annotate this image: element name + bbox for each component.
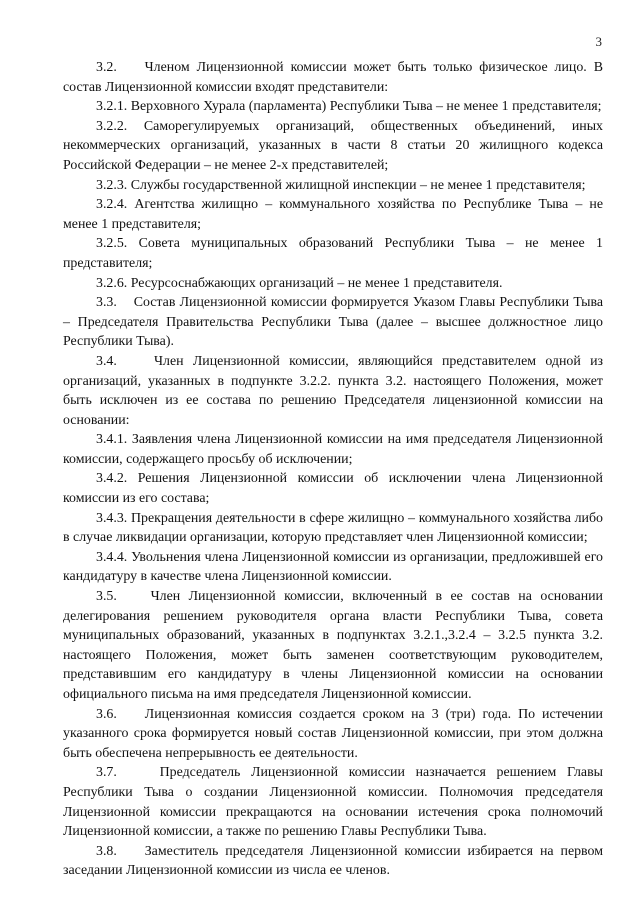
paragraph-3-2: 3.2. Членом Лицензионной комиссии может быть только физическое лицо. В состав Лицензионной комиссии входят представители: [63,60,603,95]
paragraph-3-5: 3.5. Член Лицензионной комиссии, включенный в ее состав на основании делегирования решением руководителя органа власти Республики Тыва, совета муниципальных образований, указанных в подпунктах 3.2.1.,3.2.4 – 3.2.5 пункта 3.2. настоящего Положения, может быть заменен соответствующим руководителем, представившим его кандидатуру в члены Лицензионной комиссии на основании официального письма на имя председателя Лицензионной комиссии. [63,589,603,702]
paragraph-3-2-2: 3.2.2. Саморегулируемых организаций, общественных объединений, иных некоммерческих организаций, указанных в части 8 статьи 20 жилищного кодекса Российской Федерации – не менее 2-х представителей; [63,118,603,173]
page-number: 3 [595,34,602,49]
paragraph-3-6: 3.6. Лицензионная комиссия создается сроком на 3 (три) года. По истечении указанного срока формируется новый состав Лицензионной комиссии, при этом должна быть обеспечена непрерывность ее деятельности. [63,706,603,761]
paragraph-3-2-6: 3.2.6. Ресурсоснабжающих организаций – не менее 1 представителя. [96,275,503,291]
paragraph-3-4-2: 3.4.2. Решения Лицензионной комиссии об исключении члена Лицензионной комиссии из его состава; [63,471,603,507]
paragraph-3-2-5: 3.2.5. Совета муниципальных образований Республики Тыва – не менее 1 представителя; [63,236,603,271]
paragraph-3-2-1: 3.2.1. Верховного Хурала (парламента) Республики Тыва – не менее 1 представителя; [96,99,602,115]
paragraph-3-3: 3.3. Состав Лицензионной комиссии формируется Указом Главы Республики Тыва – Председателя Правительства Республики Тыва (далее – высшее должностное лицо Республики Тыва). [63,295,603,350]
paragraph-3-7: 3.7. Председатель Лицензионной комиссии назначается решением Главы Республики Тыва о создании Лицензионной комиссии. Полномочия председателя Лицензионной комиссии прекращаются на основании истечения срока полномочий Лицензионной комиссии, а также по решению Главы Республики Тыва. [63,765,603,840]
paragraph-3-4-4: 3.4.4. Увольнения члена Лицензионной комиссии из организации, предложившей его кандидатуру в качестве члена Лицензионной комиссии. [63,549,603,585]
paragraph-3-4-3: 3.4.3. Прекращения деятельности в сфере жилищно – коммунального хозяйства либо в случае ликвидации организации, которую представляет член Лицензионной комиссии; [63,510,603,546]
paragraph-3-2-4: 3.2.4. Агентства жилищно – коммунального хозяйства по Республике Тыва – не менее 1 представителя; [63,197,603,232]
paragraph-3-4-1: 3.4.1. Заявления члена Лицензионной комиссии на имя председателя Лицензионной комиссии, содержащего просьбу об исключении; [63,432,603,467]
paragraph-3-2-3: 3.2.3. Службы государственной жилищной инспекции – не менее 1 представителя; [96,177,586,193]
paragraph-3-4: 3.4. Член Лицензионной комиссии, являющийся представителем одной из организаций, указанных в подпункте 3.2.2. пункта 3.2. настоящего Положения, может быть исключен из ее состава по решению Председателя лицензионной комиссии на основании: [63,353,603,428]
paragraph-3-8: 3.8. Заместитель председателя Лицензионной комиссии избирается на первом заседании Лицензионной комиссии из числа ее членов. [63,843,603,879]
document-body [63,58,603,881]
